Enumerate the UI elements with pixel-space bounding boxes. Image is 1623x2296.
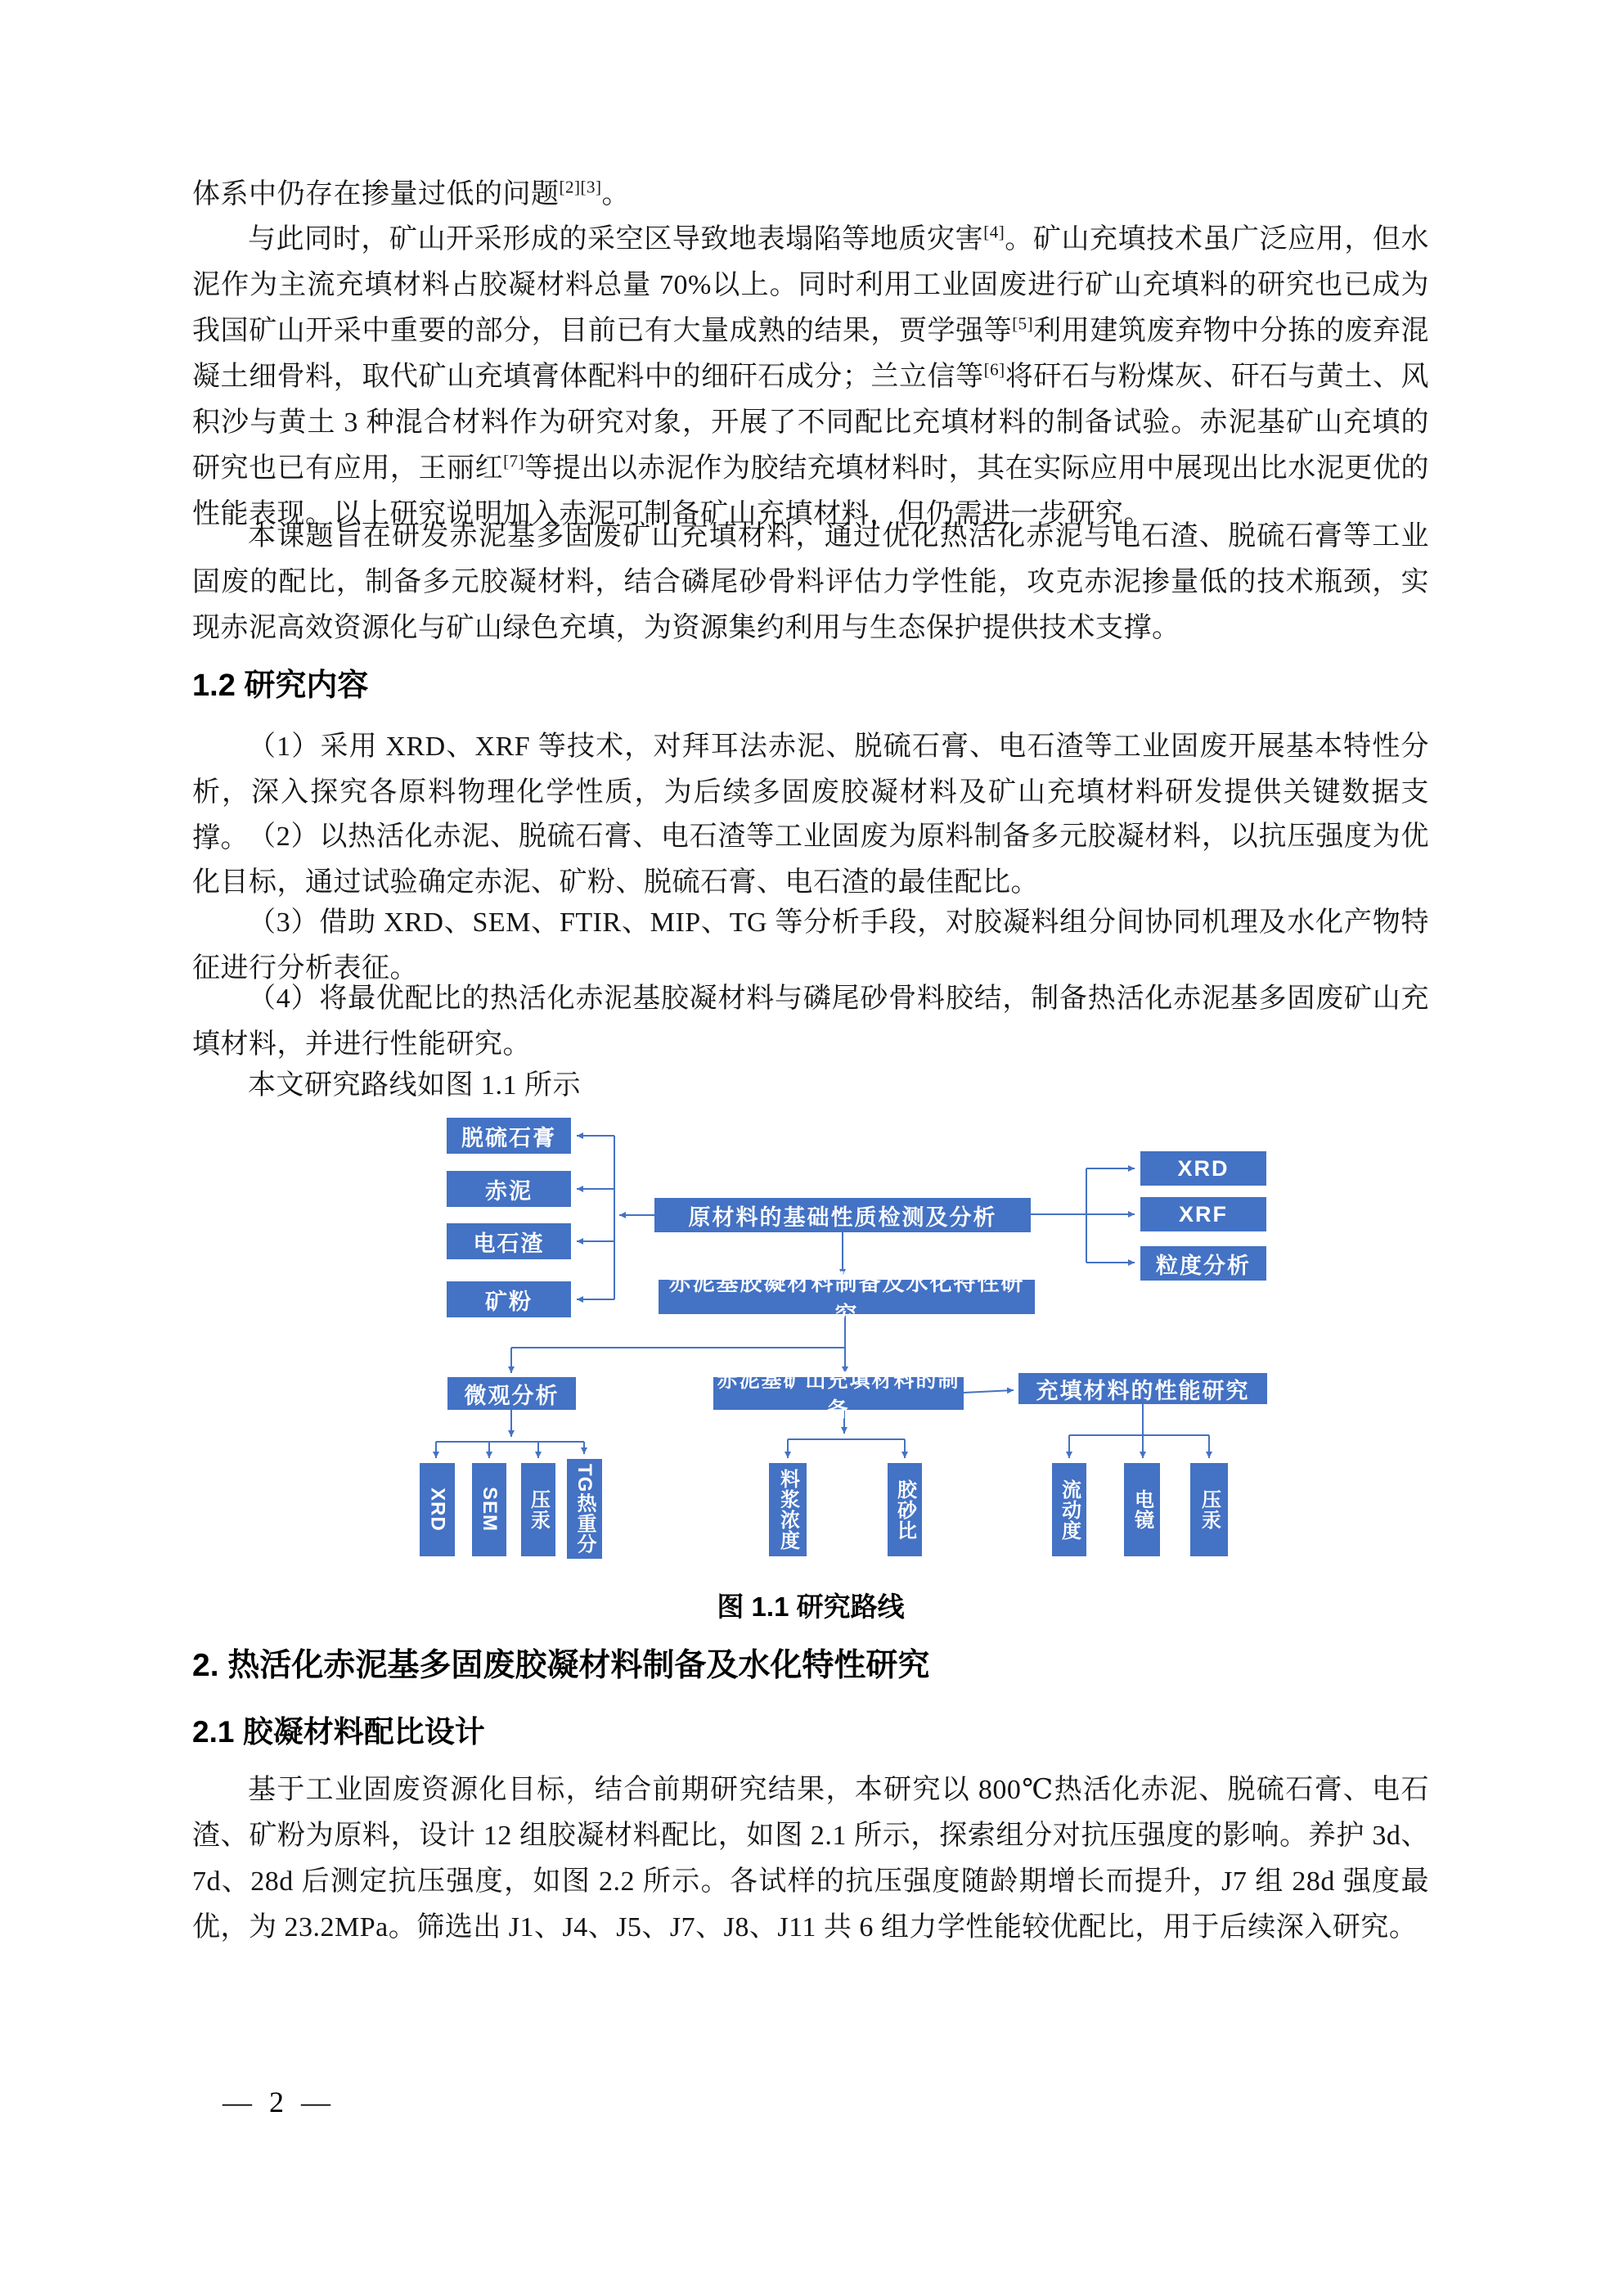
node-v-tg-thermogravimetry: TG热重分 <box>567 1459 602 1559</box>
paragraph-item-1: （1）采用 XRD、XRF 等技术，对拜耳法赤泥、脱硫石膏、电石渣等工业固废开展基本特性分析，深入探究各原料物理化学性质，为后续多固废胶凝材料及矿山充填材料研发提供关键数据支撑。 <box>192 732 1429 853</box>
heading-2-1-mix-design: 2.1 胶凝材料配比设计 <box>192 1715 485 1749</box>
paragraph-mine-backfill: 与此同时，矿山开采形成的采空区导致地表塌陷等地质灾害[4]。矿山充填技术虽广泛应用，但水泥作为主流充填材料占胶凝材料总量 70%以上。同时利用工业固废进行矿山充填料的研究也已成为我国矿山开采中重要的部分，目前已有大量成熟的结果，贾学强等[5]利用建筑废弃物中分拣的废弃混凝土细骨料，取代矿山充填膏体配料中的细矸石成分；兰立信等[6]将矸石与粉煤灰、矸石与黄土、风积沙与黄土 3 种混合材料作为研究对象，开展了不同配比充填材料的制备试验。赤泥基矿山充填的研究也已有应用，王丽红[7]等提出以赤泥作为胶结充填材料时，其在实际应用中展现出比水泥更优的性能表现。以上研究说明加入赤泥可制备矿山充填材料，但仍需进一步研究。 <box>192 222 1430 529</box>
node-v-fluidity: 流动度 <box>1052 1463 1086 1556</box>
paragraph-item-4: （4）将最优配比的热活化赤泥基胶凝材料与磷尾砂骨料胶结，制备热活化赤泥基多固废矿山充填材料，并进行性能研究。 <box>192 984 1429 1060</box>
node-micro-analysis: 微观分析 <box>447 1377 576 1410</box>
node-v-mercury-intrusion-2: 压汞 <box>1190 1463 1228 1556</box>
node-desulfurized-gypsum: 脱硫石膏 <box>447 1118 571 1154</box>
figure-1-1-caption: 图 1.1 研究路线 <box>717 1591 905 1622</box>
research-route-flowchart <box>192 1109 1432 1567</box>
heading-1-2-research-content: 1.2 研究内容 <box>192 669 369 703</box>
paragraph-item-2: （2）以热活化赤泥、脱硫石膏、电石渣等工业固废为原料制备多元胶凝材料，以抗压强度为优化目标，通过试验确定赤泥、矿粉、脱硫石膏、电石渣的最佳配比。 <box>192 822 1429 898</box>
node-v-xrd: XRD <box>420 1463 455 1556</box>
node-v-mercury-intrusion: 压汞 <box>521 1463 555 1556</box>
node-mineral-powder: 矿粉 <box>447 1281 571 1317</box>
node-carbide-slag: 电石渣 <box>447 1223 571 1259</box>
node-red-mud: 赤泥 <box>447 1171 571 1207</box>
node-raw-material-analysis: 原材料的基础性质检测及分析 <box>654 1198 1031 1232</box>
node-xrd: XRD <box>1140 1151 1266 1186</box>
node-v-electron-microscope: 电镜 <box>1124 1463 1160 1556</box>
node-performance-study: 充填材料的性能研究 <box>1018 1373 1267 1404</box>
node-xrf: XRF <box>1140 1197 1266 1231</box>
paragraph-carryover: 体系中仍存在掺量过低的问题[2][3]。 <box>192 177 630 209</box>
paragraph-item-3: （3）借助 XRD、SEM、FTIR、MIP、TG 等分析手段，对胶凝料组分间协同机理及水化产物特征进行分析表征。 <box>192 907 1429 984</box>
paragraph-route-intro: 本文研究路线如图 1.1 所示 <box>248 1070 581 1101</box>
paragraph-mix-design: 基于工业固废资源化目标，结合前期研究结果，本研究以 800℃热活化赤泥、脱硫石膏、电石渣、矿粉为原料，设计 12 组胶凝材料配比，如图 2.1 所示，探索组分对抗压强度的影响。养护 3d、7d、28d 后测定抗压强度，如图 2.2 所示。各试样的抗压强度随龄期增长而提升，J7 组 28d 强度最优，为 23.2MPa。筛选出 J1、J4、J5、J7、J8、J11 共 6 组力学性能较优配比，用于后续深入研究。 <box>192 1775 1429 1943</box>
node-v-binder-sand-ratio: 胶砂比 <box>888 1463 922 1556</box>
node-v-sem: SEM <box>472 1463 506 1556</box>
page-number: — 2 — <box>223 2086 335 2118</box>
node-backfill-preparation: 赤泥基矿山充填材料的制备 <box>713 1377 964 1410</box>
heading-2-section-title: 2. 热活化赤泥基多固废胶凝材料制备及水化特性研究 <box>192 1648 930 1683</box>
node-cementitious-study: 赤泥基胶凝材料制备及水化特性研究 <box>659 1280 1035 1314</box>
node-particle-size-analysis: 粒度分析 <box>1140 1246 1266 1281</box>
paragraph-research-topic: 本课题旨在研发赤泥基多固废矿山充填材料，通过优化热活化赤泥与电石渣、脱硫石膏等工业固废的配比，制备多元胶凝材料，结合磷尾砂骨料评估力学性能，攻克赤泥掺量低的技术瓶颈，实现赤泥高效资源化与矿山绿色充填，为资源集约利用与生态保护提供技术支撑。 <box>192 521 1429 643</box>
node-v-slurry-concentration: 料浆浓度 <box>769 1463 807 1556</box>
